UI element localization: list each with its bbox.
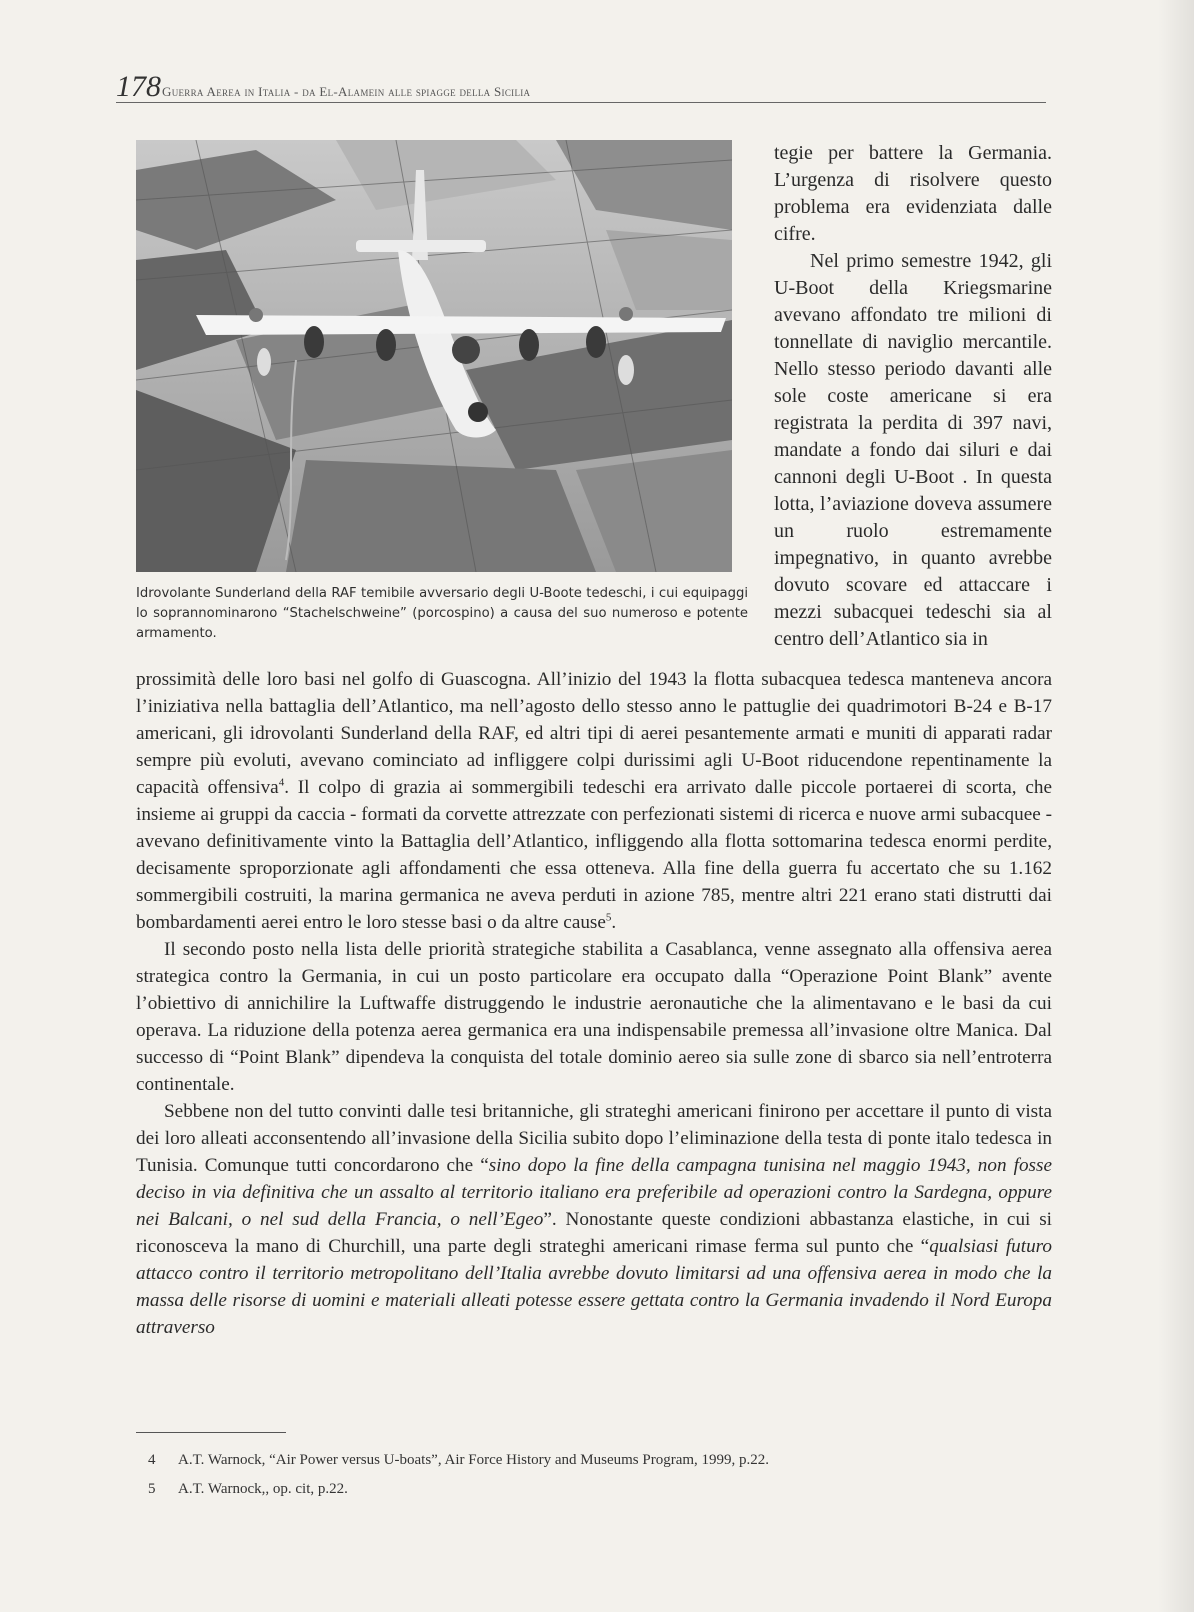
paragraph-text: . (611, 912, 617, 933)
sunderland-photo (136, 140, 732, 572)
footnote-number: 5 (148, 1481, 156, 1497)
side-paragraph-2: Nel primo semestre 1942, gli U-Boot della Kriegsmarine avevano affondato tre milioni di tonnellate di naviglio mercantile. Nello stesso periodo davanti alle sole coste americane si era registrata la perdita di 397 navi, mandate a fondo dai siluri e dai cannoni degli U-Boot . In questa lotta, l’aviazione doveva assumere un ruolo estremamente impegnativo, in quanto avrebbe dovuto scovare ed attaccare i mezzi subacquei tedeschi sia al centro dell’Atlantico sia in (774, 250, 1052, 650)
italic-quote: sino dopo la fine della campagna tunisina nel maggio 1943, non fosse deciso in via definitiva che un assalto al territorio italiano era preferibile ad operazioni contro la Sardegna, oppure nei Balcani, o nel sud della Francia, o nell’Egeo (136, 1155, 1052, 1230)
footnote-ref-4[interactable]: 4 (278, 776, 285, 789)
photo-caption: Idrovolante Sunderland della RAF temibile avversario degli U-Boote tedeschi, i cui equipaggi lo soprannominarono “Stachelschweine” (porcospino) a causa del suo numeroso e potente armamento. (136, 586, 748, 641)
body-paragraph-1 (136, 666, 1052, 936)
footnote-text: A.T. Warnock, “Air Power versus U-boats”, Air Force History and Museums Program, 1999, p.22. (178, 1452, 770, 1468)
footnotes (148, 1446, 1048, 1504)
page-edge-shadow (1158, 0, 1194, 1612)
page-header (116, 72, 1046, 103)
body-paragraph-2: Il secondo posto nella lista delle priorità strategiche stabilita a Casablanca, venne assegnato alla offensiva aerea strategica contro la Germania, in cui un posto particolare era occupato dalla “Operazione Point Blank” avente l’obiettivo di annichilire la Luftwaffe distruggendo le industrie aeronautiche che la alimentavano e le basi da cui operava. La riduzione della potenza aerea germanica era una indispensabile premessa all’invasione oltre Manica. Dal successo di “Point Blank” dipendeva la conquista del totale dominio aereo sia sulle zone di sbarco sia nell’entroterra continentale. (136, 939, 1052, 1095)
page-number: 178 (116, 70, 161, 103)
footnote-text: A.T. Warnock,, op. cit, p.22. (178, 1481, 348, 1497)
main-text (136, 666, 1052, 1341)
side-paragraph-1: tegie per battere la Germania. L’urgenza di risolvere questo problema era evidenziata dalle cifre. (774, 142, 1052, 245)
footnote-divider (136, 1432, 286, 1433)
footnote-number: 4 (148, 1452, 156, 1468)
italic-quote: qualsiasi futuro attacco contro il territorio metropolitano dell’Italia avrebbe dovuto limitarsi ad una offensiva aerea in modo che la massa delle risorse di uomini e materiali alleati potesse essere gettata contro la Germania invadendo il Nord Europa attraverso (136, 1236, 1053, 1338)
body-paragraph-3 (136, 1098, 1052, 1341)
paragraph-text: ”. Nonostante queste condizioni abbastanza elastiche, in cui si riconosceva la mano di Churchill, una parte degli strateghi americani rimase ferma sul punto che “ (136, 1209, 1052, 1257)
footnote-5 (148, 1475, 1048, 1504)
paragraph-text: Sebbene non del tutto convinti dalle tesi britanniche, gli strateghi americani finirono per accettare il punto di vista dei loro alleati acconsentendo all’invasione della Sicilia subito dopo l’eliminazione della testa di ponte italo tedesca in Tunisia. Comunque tutti concordarono che “ (136, 1101, 1052, 1176)
running-title: Guerra Aerea in Italia - da El-Alamein alle spiagge della Sicilia (162, 84, 531, 99)
footnote-ref-5[interactable]: 5 (605, 911, 612, 924)
aircraft-photo-illustration (136, 140, 732, 572)
side-text-column (774, 140, 1052, 653)
paragraph-text: . Il colpo di grazia ai sommergibili tedeschi era arrivato dalle piccole portaerei di scorta, che insieme ai gruppi da caccia - formati da corvette attrezzate con perfezionati sistemi di ricerca e nuove armi subacquee - avevano definitivamente vinto la Battaglia dell’Atlantico, infliggendo alla flotta sottomarina tedesca enormi perdite, decisamente sproporzionate agli affondamenti che essa otteneva. Alla fine della guerra fu accertato che su 1.162 sommergibili costruiti, la marina germanica ne aveva perduti in azione 785, mentre altri 221 erano stati distrutti dai bombardamenti aerei entro le loro stesse basi o da altre cause (136, 777, 1052, 933)
footnote-4 (148, 1446, 1048, 1475)
paragraph-text: prossimità delle loro basi nel golfo di Guascogna. All’inizio del 1943 la flotta subacquea tedesca manteneva ancora l’iniziativa nella battaglia dell’Atlantico, ma nell’agosto dello stesso anno le pattuglie dei quadrimotori B-24 e B-17 americani, gli idrovolanti Sunderland della RAF, ed altri tipi di aerei pesantemente armati e muniti di apparati radar sempre più evoluti, avevano cominciato ad infliggere colpi durissimi agli U-Boot riducendone repentinamente la capacità offensiva (136, 669, 1052, 798)
